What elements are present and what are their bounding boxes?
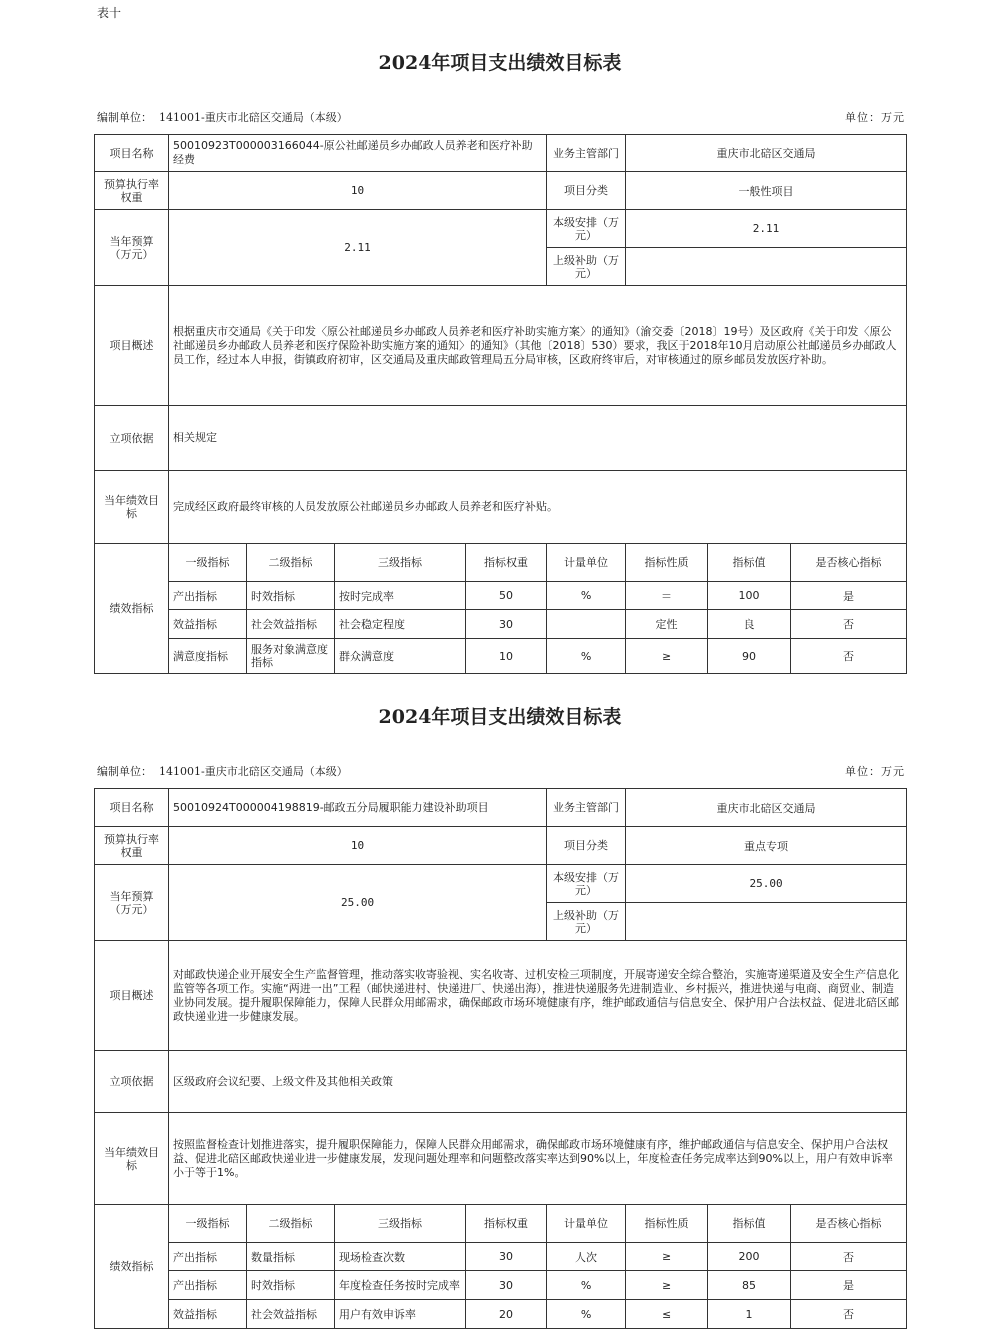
table-cell: %: [547, 582, 626, 610]
overview-label: 项目概述: [95, 286, 169, 406]
table-cell: 100: [708, 582, 791, 610]
column-header: 指标权重: [466, 544, 547, 582]
column-header: 一级指标: [169, 544, 247, 582]
table-cell: 否: [791, 639, 907, 674]
table-cell: ＝: [626, 582, 708, 610]
money-unit: 单位：万元: [845, 111, 905, 124]
table-title: 2024年项目支出绩效目标表: [378, 52, 622, 74]
local-value: 25.00: [626, 865, 907, 903]
superior-label: 上级补助（万元）: [547, 248, 626, 286]
column-header: 一级指标: [169, 1205, 247, 1243]
superior-label: 上级补助（万元）: [547, 903, 626, 941]
budget-label: 当年预算（万元）: [95, 210, 169, 286]
category-label: 项目分类: [547, 172, 626, 210]
table-cell: 产出指标: [169, 582, 247, 610]
project-name: 50010923T000003166044-原公社邮递员乡办邮政人员养老和医疗补助经费: [169, 135, 547, 172]
table-cell: 产出指标: [169, 1271, 247, 1300]
table-cell: 时效指标: [247, 1271, 335, 1300]
table-cell: 是: [791, 582, 907, 610]
table-cell: 200: [708, 1243, 791, 1271]
table-cell: %: [547, 1300, 626, 1329]
table-cell: 社会效益指标: [247, 1300, 335, 1329]
table-cell: 社会稳定程度: [335, 610, 466, 639]
category-label: 项目分类: [547, 827, 626, 865]
budget-value: 25.00: [169, 865, 547, 941]
table-cell: 效益指标: [169, 1300, 247, 1329]
table-cell: 用户有效申诉率: [335, 1300, 466, 1329]
local-label: 本级安排（万元）: [547, 865, 626, 903]
goal-label: 当年绩效目标: [95, 471, 169, 544]
perf-label: 绩效指标: [95, 544, 169, 674]
table-meta: [97, 109, 905, 125]
table-cell: 服务对象满意度指标: [247, 639, 335, 674]
table-cell: ≥: [626, 1271, 708, 1300]
superior-value: [626, 248, 907, 286]
table-cell: [547, 610, 626, 639]
column-header: 指标值: [708, 544, 791, 582]
performance-table-2: [94, 788, 907, 1329]
table-cell: 群众满意度: [335, 639, 466, 674]
perf-label: 绩效指标: [95, 1205, 169, 1329]
column-header: 三级指标: [335, 544, 466, 582]
exec-rate-value: 10: [169, 172, 547, 210]
dept-value: 重庆市北碚区交通局: [626, 135, 907, 172]
column-header: 是否核心指标: [791, 1205, 907, 1243]
table-cell: 是: [791, 1271, 907, 1300]
table-cell: 现场检查次数: [335, 1243, 466, 1271]
dept-value: 重庆市北碚区交通局: [626, 789, 907, 827]
basis-label: 立项依据: [95, 406, 169, 471]
local-value: 2.11: [626, 210, 907, 248]
table-cell: 30: [466, 610, 547, 639]
table-title: 2024年项目支出绩效目标表: [378, 706, 622, 728]
project-name: 50010924T000004198819-邮政五分局履职能力建设补助项目: [169, 789, 547, 827]
table-cell: 社会效益指标: [247, 610, 335, 639]
table-cell: 50: [466, 582, 547, 610]
table-cell: 10: [466, 639, 547, 674]
table-cell: 时效指标: [247, 582, 335, 610]
table-cell: 否: [791, 1300, 907, 1329]
table-cell: ≥: [626, 639, 708, 674]
table-cell: %: [547, 639, 626, 674]
budget-label: 当年预算（万元）: [95, 865, 169, 941]
table-cell: 30: [466, 1243, 547, 1271]
basis-text: 相关规定: [169, 406, 907, 471]
table-cell: %: [547, 1271, 626, 1300]
column-header: 计量单位: [547, 544, 626, 582]
superior-value: [626, 903, 907, 941]
category-value: 一般性项目: [626, 172, 907, 210]
table-cell: ≤: [626, 1300, 708, 1329]
column-header: 二级指标: [247, 544, 335, 582]
exec-rate-label: 预算执行率权重: [95, 827, 169, 865]
column-header: 指标权重: [466, 1205, 547, 1243]
compile-unit: 编制单位： 141001-重庆市北碚区交通局（本级）: [97, 765, 348, 778]
goal-label: 当年绩效目标: [95, 1113, 169, 1205]
performance-table-1: [94, 134, 907, 674]
category-value: 重点专项: [626, 827, 907, 865]
exec-rate-value: 10: [169, 827, 547, 865]
table-cell: 1: [708, 1300, 791, 1329]
money-unit: 单位：万元: [845, 765, 905, 778]
table-cell: 85: [708, 1271, 791, 1300]
overview-text: 对邮政快递企业开展安全生产监督管理，推动落实收寄验视、实名收寄、过机安检三项制度，开展寄递安全综合整治，实施寄递渠道及安全生产信息化监管等各项工作。实施“两进一出”工程（邮快递进村、快递进厂、快递出海），推进快递服务先进制造业、乡村振兴，推进快递与电商、商贸业、制造业协同发展。提升履职保障能力，保障人民群众用邮需求，确保邮政市场环境健康有序，维护邮政通信与信息安全、保护用户合法权益、促进北碚区邮政快递业进一步健康发展。: [169, 941, 907, 1051]
table-meta: [97, 763, 905, 779]
table-cell: ≥: [626, 1243, 708, 1271]
table-cell: 30: [466, 1271, 547, 1300]
overview-text: 根据重庆市交通局《关于印发〈原公社邮递员乡办邮政人员养老和医疗补助实施方案〉的通知》（渝交委〔2018〕19号）及区政府《关于印发〈原公社邮递员乡办邮政人员养老和医疗保险补助实施方案的通知〉的通知》（其他〔2018〕530）要求，我区于2018年10月启动原公社邮递员乡办邮政人员工作，经过本人申报，街镇政府初审，区交通局及重庆邮政管理局五分局审核，区政府终审后，对审核通过的原乡邮员发放医疗补助。: [169, 286, 907, 406]
local-label: 本级安排（万元）: [547, 210, 626, 248]
goal-text: 按照监督检查计划推进落实，提升履职保障能力，保障人民群众用邮需求，确保邮政市场环境健康有序，维护邮政通信与信息安全、保护用户合法权益、促进北碚区邮政快递业进一步健康发展，发现问题处理率和问题整改落实率达到90%以上，年度检查任务完成率达到90%以上，用户有效申诉率小于等于1%。: [169, 1113, 907, 1205]
table-cell: 否: [791, 610, 907, 639]
project-name-label: 项目名称: [95, 135, 169, 172]
table-cell: 定性: [626, 610, 708, 639]
dept-label: 业务主管部门: [547, 789, 626, 827]
column-header: 二级指标: [247, 1205, 335, 1243]
column-header: 三级指标: [335, 1205, 466, 1243]
table-cell: 90: [708, 639, 791, 674]
table-cell: 否: [791, 1243, 907, 1271]
table-cell: 按时完成率: [335, 582, 466, 610]
table-cell: 产出指标: [169, 1243, 247, 1271]
basis-label: 立项依据: [95, 1051, 169, 1113]
column-header: 指标性质: [626, 1205, 708, 1243]
table-cell: 人次: [547, 1243, 626, 1271]
basis-text: 区级政府会议纪要、上级文件及其他相关政策: [169, 1051, 907, 1113]
table-cell: 数量指标: [247, 1243, 335, 1271]
column-header: 是否核心指标: [791, 544, 907, 582]
column-header: 指标值: [708, 1205, 791, 1243]
table-cell: 年度检查任务按时完成率: [335, 1271, 466, 1300]
exec-rate-label: 预算执行率权重: [95, 172, 169, 210]
overview-label: 项目概述: [95, 941, 169, 1051]
table-cell: 效益指标: [169, 610, 247, 639]
column-header: 计量单位: [547, 1205, 626, 1243]
table-cell: 满意度指标: [169, 639, 247, 674]
dept-label: 业务主管部门: [547, 135, 626, 172]
budget-value: 2.11: [169, 210, 547, 286]
goal-text: 完成经区政府最终审核的人员发放原公社邮递员乡办邮政人员养老和医疗补贴。: [169, 471, 907, 544]
table-cell: 良: [708, 610, 791, 639]
compile-unit: 编制单位： 141001-重庆市北碚区交通局（本级）: [97, 111, 348, 124]
page-label: 表十: [97, 6, 122, 20]
project-name-label: 项目名称: [95, 789, 169, 827]
table-cell: 20: [466, 1300, 547, 1329]
column-header: 指标性质: [626, 544, 708, 582]
